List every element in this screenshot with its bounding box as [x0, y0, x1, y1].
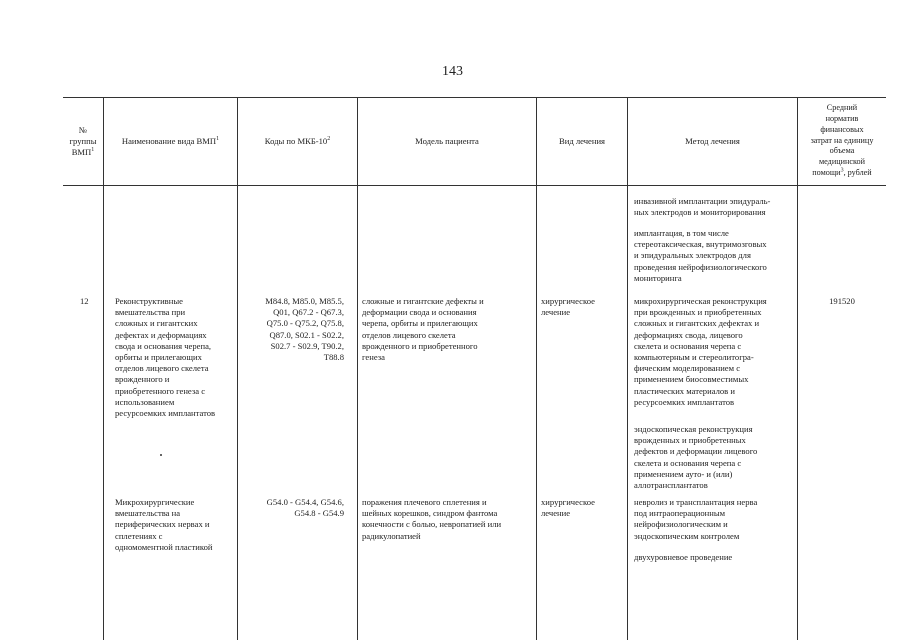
- header-group-number-text: № группы ВМП: [69, 124, 97, 157]
- header-vmp-name: [104, 98, 237, 184]
- row-12-method-2: эндоскопическая реконструкция врожденных и приобретенных дефектов и деформации лицевого скелета и основания черепа с применением ауто- и (или) аллотрансплантатов: [634, 424, 758, 491]
- next-row-method-1: невролиз и трансплантация нерва под интраоперационным нейрофизиологическим и эндоскопическим контролем: [634, 497, 758, 541]
- row-12-method-1: микрохирургическая реконструкция при врожденных и приобретенных сложных и гигантских дефектах и деформациях свода, лицевого скелета и основания черепа с компьютерным и стереолитогра- фическим моделированием с применением биосовместимых пластических материалов и ресурсоемких имплантатов: [634, 296, 767, 407]
- page-number: 143: [442, 64, 463, 79]
- footnote-mark: 1: [91, 146, 95, 153]
- scan-dot: [160, 454, 162, 456]
- row-12-icd-codes: M84.8, M85.0, M85.5, Q01, Q67.2 - Q67.3, Q75.0 - Q75.2, Q75.8, Q87.0, S02.1 - S02.2, S02.7 - S02.9, T90.2, T88.8: [265, 296, 344, 363]
- header-treatment-method-text: Метод лечения: [685, 135, 740, 146]
- row-12-patient-model: сложные и гигантские дефекты и деформации свода и основания черепа, орбиты и прилегающих отделов лицевого скелета врожденного и приобретенного генеза: [362, 296, 484, 363]
- method-continuation-2: имплантация, в том числе стереотаксическая, внутримозговых и эпидуральных электродов для проведения нейрофизиологического мониторинга: [634, 228, 767, 283]
- row-12-vmp-name: Реконструктивные вмешательства при сложных и гигантских дефектах и деформациях свода и основания черепа, орбиты и прилегающих отделов лицевого скелета врожденного и приобретенного генеза с использованием ресурсоемких имплантатов: [115, 296, 216, 419]
- header-average-cost-text: Средний норматив финансовых затрат на единицу объема медицинской помощи: [810, 103, 874, 177]
- header-treatment-method: [628, 98, 797, 184]
- header-treatment-type: [537, 98, 627, 184]
- next-row-icd-codes: G54.0 - G54.4, G54.6, G54.8 - G54.9: [266, 497, 344, 519]
- method-continuation-1: инвазивной имплантации эпидураль- ных электродов и мониторирования: [634, 196, 771, 218]
- footnote-mark: 1: [216, 135, 220, 142]
- next-row-patient-model: поражения плечевого сплетения и шейных корешков, синдром фантома конечности с болью, невропатией или радикулопатией: [362, 497, 502, 541]
- next-row-method-2: двухуровневое проведение: [634, 552, 733, 562]
- header-group-number: [63, 98, 103, 184]
- header-treatment-type-text: Вид лечения: [558, 135, 606, 146]
- row-12-treatment-type: хирургическое лечение: [541, 296, 595, 318]
- footnote-mark: 3: [840, 167, 844, 174]
- header-average-cost: [798, 97, 886, 185]
- header-patient-model: [358, 98, 536, 184]
- footnote-mark: 2: [327, 135, 331, 142]
- header-icd-codes: [238, 98, 357, 184]
- next-row-vmp-name: Микрохирургические вмешательства на периферических нервах и сплетениях с одномоментной пластикой: [115, 497, 213, 552]
- row-12-average-cost: 191520: [829, 296, 855, 306]
- row-12-number: 12: [80, 296, 89, 306]
- header-average-cost-unit: , рублей: [843, 167, 872, 177]
- header-icd-codes-text: Коды по МКБ-10: [264, 135, 328, 146]
- header-vmp-name-text: Наименование вида ВМП: [121, 135, 217, 146]
- next-row-treatment-type: хирургическое лечение: [541, 497, 595, 519]
- header-patient-model-text: Модель пациента: [415, 135, 479, 146]
- header-bottom-border: [63, 185, 886, 186]
